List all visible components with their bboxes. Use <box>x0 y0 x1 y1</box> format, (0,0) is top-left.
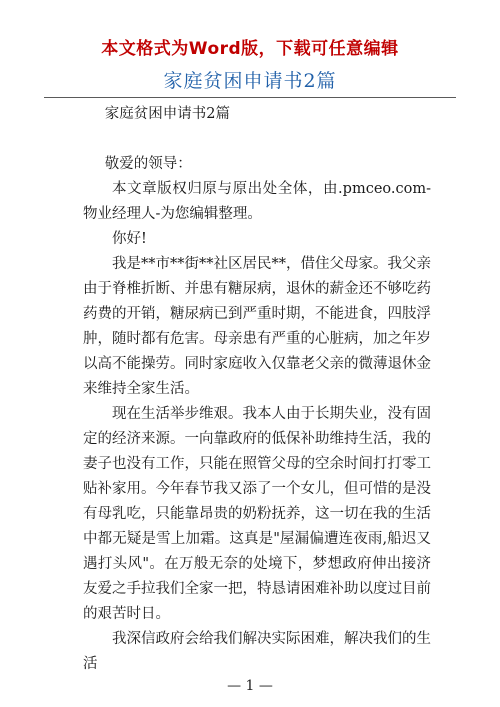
greeting: 你好! <box>112 231 147 247</box>
paragraph-hardship: 现在生活举步维艰。我本人由于长期失业，没有固定的经济来源。一向靠政府的低保补助维持生活，我的妻子也没有工作，只能在照管父母的空余时间打打零工贴补家用。今年春节我又添了一个女儿，但可惜的是没有母乳吃，只能靠昂贵的奶粉抚养，这一切在我的生活中都无疑是雪上加霜。这真是"屋漏偏遭连夜雨,船迟又遇打头风"。在万般无奈的处境下，梦想政府伸出接济友爱之手拉我们全家一把，特恳请困难补助以度过目前的艰苦时日。 <box>83 406 431 622</box>
blank-line <box>83 127 431 152</box>
paragraph-family-situation: 我是**市**街**社区居民**，借住父母家。我父亲由于脊椎折断、并患有糖尿病，退休的薪金还不够吃药药费的开销，糖尿病已到严重时期，不能进食，四肢浮肿，随时都有危害。母亲患有严重的心脏病，加之年岁以高不能操劳。同时家庭收入仅靠老父亲的微薄退休金来维持全家生活。 <box>83 256 431 397</box>
paragraph-closing: 我深信政府会给我们解决实际困难，解决我们的生活 <box>83 631 431 672</box>
download-banner: 本文格式为Word版，下载可任意编辑 <box>101 39 399 59</box>
body-heading: 家庭贫困申请书2篇 <box>104 106 230 122</box>
document-title: 家庭贫困申请书2篇 <box>163 70 337 92</box>
copyright-note: 本文章版权归原与原出处全体，由.pmceo.com-物业经理人-为您编辑整理。 <box>83 181 431 222</box>
document-body <box>83 102 431 677</box>
title-divider <box>44 97 456 98</box>
page-number: — 1 — <box>227 678 273 694</box>
salutation: 敬爱的领导： <box>104 156 192 172</box>
